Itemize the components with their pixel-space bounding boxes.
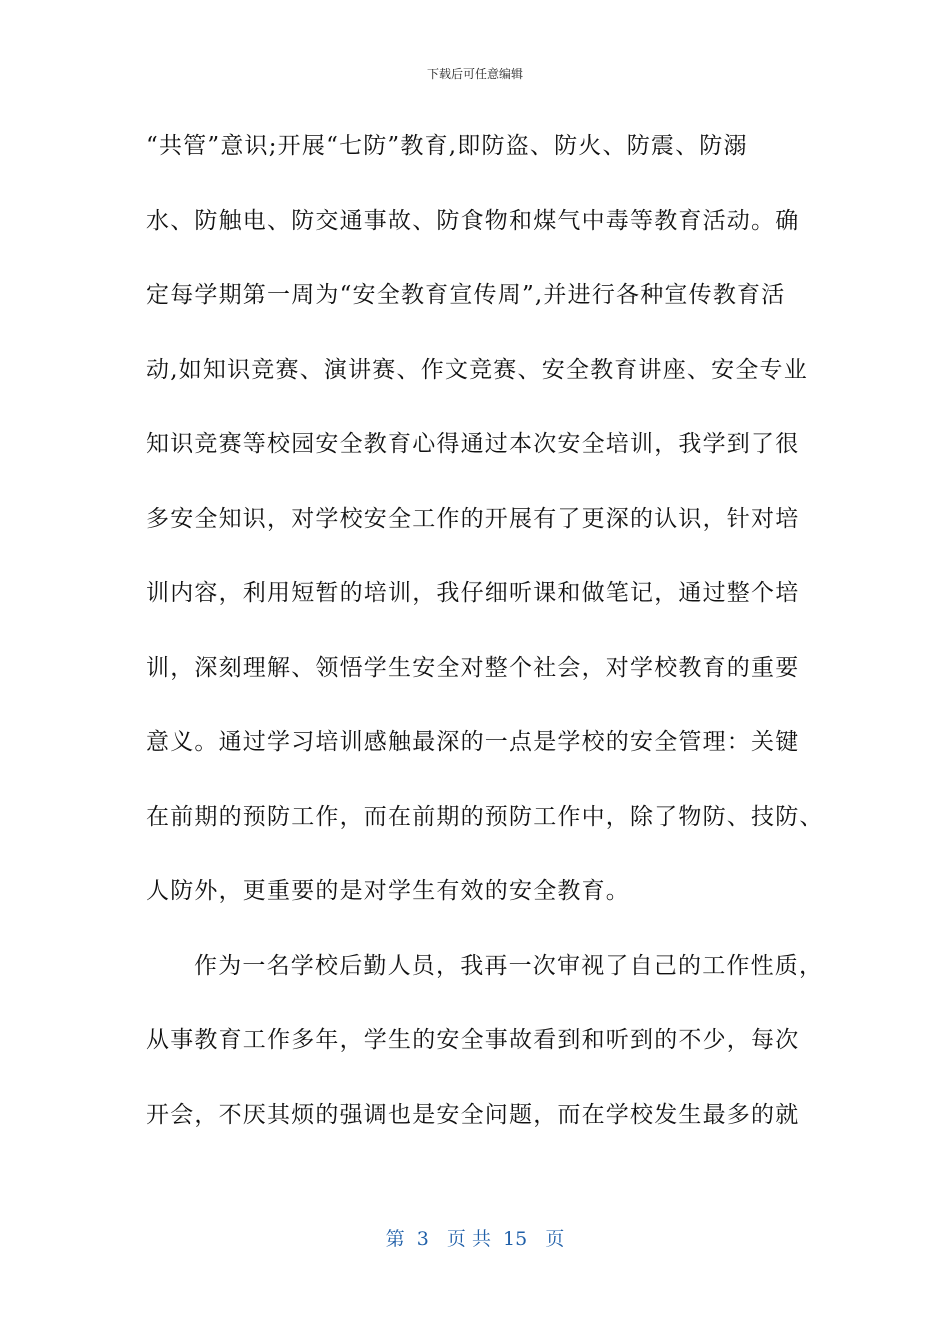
- text-line: 定每学期第一周为“安全教育宣传周”,并进行各种宣传教育活: [146, 282, 786, 308]
- text-line: 开会，不厌其烦的强调也是安全问题，而在学校发生最多的就: [146, 1101, 800, 1128]
- page-number-footer: 第 3 页 共 15 页: [385, 1228, 565, 1250]
- text-line: 意义。通过学习培训感触最深的一点是学校的安全管理：关键: [146, 729, 800, 755]
- page-header: 下载后可任意编辑: [426, 67, 523, 81]
- text-line: 动,如知识竞赛、演讲赛、作文竞赛、安全教育讲座、安全专业: [146, 356, 808, 383]
- text-line: 在前期的预防工作，而在前期的预防工作中，除了物防、技防、: [146, 803, 824, 830]
- paragraph-start-line: 作为一名学校后勤人员，我再一次审视了自己的工作性质，: [194, 952, 824, 979]
- text-line: 水、防触电、防交通事故、防食物和煤气中毒等教育活动。确: [146, 207, 800, 234]
- text-line: 知识竞赛等校园安全教育心得通过本次安全培训，我学到了很: [146, 431, 800, 457]
- text-line: 人防外，更重要的是对学生有效的安全教育。: [146, 878, 630, 904]
- text-line: 训，深刻理解、领悟学生安全对整个社会，对学校教育的重要: [146, 654, 800, 681]
- text-line: 多安全知识，对学校安全工作的开展有了更深的认识，针对培: [146, 505, 800, 532]
- text-line: “共管”意识;开展“七防”教育,即防盗、防火、防震、防溺: [146, 133, 748, 159]
- text-line: 训内容，利用短暂的培训，我仔细听课和做笔记，通过整个培: [146, 580, 800, 606]
- document-body: [146, 126, 824, 1169]
- text-line: 从事教育工作多年，学生的安全事故看到和听到的不少，每次: [146, 1027, 800, 1053]
